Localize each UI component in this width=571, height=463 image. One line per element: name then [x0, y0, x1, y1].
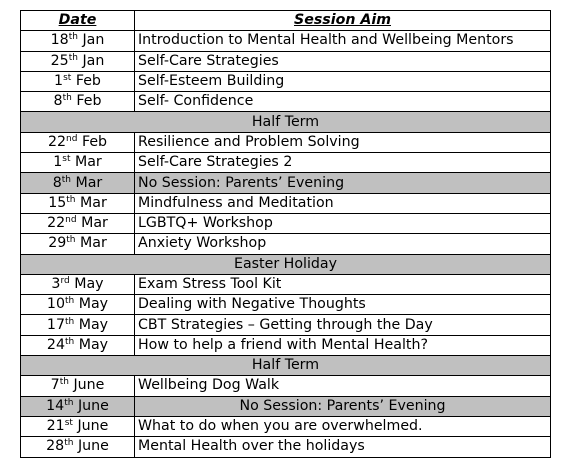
session-date: [21, 51, 135, 71]
date-month: June: [73, 377, 105, 394]
date-day: 18: [50, 32, 69, 49]
date-month: Feb: [81, 133, 108, 150]
session-date: [21, 274, 135, 294]
holiday-label: Easter Holiday: [21, 254, 551, 274]
date-day: 28: [46, 438, 65, 455]
session-row: [21, 234, 551, 254]
session-aim: No Session: Parents’ Evening: [135, 173, 551, 193]
date-day: 8: [53, 93, 63, 110]
session-row: [21, 315, 551, 335]
holiday-row: [21, 356, 551, 376]
session-aim: CBT Strategies – Getting through the Day: [135, 315, 551, 335]
date-ordinal-suffix: th: [66, 194, 76, 205]
date-month: Mar: [81, 215, 108, 232]
date-month: Jan: [82, 32, 105, 49]
session-row: [21, 51, 551, 71]
date-day: 24: [46, 336, 65, 353]
session-date: [21, 153, 135, 173]
session-row: [21, 396, 551, 416]
session-date: [21, 315, 135, 335]
session-row: [21, 132, 551, 152]
date-day: 10: [46, 296, 65, 313]
session-row: [21, 437, 551, 457]
date-month: Mar: [80, 194, 107, 211]
session-date: [21, 335, 135, 355]
date-ordinal-suffix: th: [61, 174, 71, 185]
date-month: Mar: [74, 154, 102, 171]
date-ordinal-suffix: st: [63, 73, 72, 84]
session-aim: Self-Care Strategies: [135, 51, 551, 71]
date-ordinal-suffix: rd: [60, 276, 70, 286]
session-aim: Mental Health over the holidays: [135, 437, 551, 457]
date-ordinal-suffix: th: [64, 336, 75, 347]
date-day: 25: [50, 52, 69, 69]
date-month: June: [77, 397, 109, 414]
date-ordinal-suffix: th: [68, 32, 78, 43]
session-aim-column-header: Session Aim: [135, 11, 551, 31]
session-schedule-table: [20, 10, 551, 458]
session-date: [21, 173, 135, 193]
date-day: 8: [52, 174, 62, 191]
session-date: [21, 213, 135, 233]
session-aim: Self-Care Strategies 2: [135, 153, 551, 173]
session-date: [21, 295, 135, 315]
date-month: Jan: [82, 52, 105, 69]
holiday-label: Half Term: [21, 112, 551, 132]
date-column-header: Date: [21, 11, 135, 31]
session-aim: No Session: Parents’ Evening: [135, 396, 551, 416]
session-aim: Wellbeing Dog Walk: [135, 376, 551, 396]
date-ordinal-suffix: th: [59, 377, 69, 388]
holiday-label: Half Term: [21, 356, 551, 376]
session-aim: Exam Stress Tool Kit: [135, 274, 551, 294]
session-row: [21, 295, 551, 315]
date-month: Feb: [76, 93, 102, 110]
session-row: [21, 213, 551, 233]
session-aim: What to do when you are overwhelmed.: [135, 416, 551, 436]
date-ordinal-suffix: st: [62, 154, 71, 165]
session-row: [21, 173, 551, 193]
session-date: [21, 71, 135, 91]
session-date: [21, 396, 135, 416]
session-date: [21, 416, 135, 436]
date-ordinal-suffix: th: [64, 296, 75, 307]
session-row: [21, 71, 551, 91]
date-day: 7: [50, 377, 60, 394]
date-month: Mar: [75, 174, 103, 191]
date-ordinal-suffix: th: [68, 52, 78, 63]
session-aim: LGBTQ+ Workshop: [135, 213, 551, 233]
session-aim: Self-Esteem Building: [135, 71, 551, 91]
session-row: [21, 153, 551, 173]
date-ordinal-suffix: th: [64, 316, 75, 327]
holiday-row: [21, 112, 551, 132]
date-month: May: [74, 276, 104, 292]
date-month: June: [77, 438, 109, 455]
date-ordinal-suffix: nd: [66, 133, 78, 144]
date-ordinal-suffix: th: [66, 235, 76, 246]
date-day: 17: [46, 316, 65, 333]
session-aim: Resilience and Problem Solving: [135, 132, 551, 152]
session-row: [21, 416, 551, 436]
date-ordinal-suffix: nd: [65, 215, 77, 226]
date-month: Mar: [80, 235, 107, 252]
date-month: Feb: [75, 73, 101, 90]
holiday-row: [21, 254, 551, 274]
schedule-body: [21, 31, 551, 457]
session-row: [21, 92, 551, 112]
session-row: [21, 376, 551, 396]
session-date: [21, 193, 135, 213]
session-date: [21, 234, 135, 254]
date-day: 29: [48, 235, 67, 252]
date-day: 1: [53, 154, 63, 171]
date-ordinal-suffix: th: [64, 397, 74, 408]
session-date: [21, 92, 135, 112]
session-date: [21, 437, 135, 457]
date-ordinal-suffix: th: [64, 438, 74, 449]
date-month: May: [78, 316, 109, 333]
session-aim: Anxiety Workshop: [135, 234, 551, 254]
session-aim: Mindfulness and Meditation: [135, 193, 551, 213]
session-aim: Dealing with Negative Thoughts: [135, 295, 551, 315]
session-row: [21, 335, 551, 355]
session-aim: Introduction to Mental Health and Wellbeing Mentors: [135, 31, 551, 51]
session-aim: How to help a friend with Mental Health?: [135, 335, 551, 355]
date-month: May: [78, 296, 109, 313]
session-date: [21, 376, 135, 396]
date-day: 22: [47, 215, 66, 232]
date-day: 3: [51, 276, 61, 292]
date-month: June: [77, 418, 109, 435]
session-date: [21, 31, 135, 51]
date-day: 22: [47, 133, 66, 150]
date-month: May: [78, 336, 109, 353]
session-row: [21, 31, 551, 51]
session-aim: Self- Confidence: [135, 92, 551, 112]
date-ordinal-suffix: st: [64, 418, 73, 429]
session-row: [21, 193, 551, 213]
header-row: [21, 11, 551, 31]
date-day: 21: [46, 418, 65, 435]
date-ordinal-suffix: th: [62, 93, 72, 104]
date-day: 15: [48, 194, 67, 211]
session-row: [21, 274, 551, 294]
session-date: [21, 132, 135, 152]
date-day: 14: [46, 397, 65, 414]
date-day: 1: [54, 73, 64, 90]
